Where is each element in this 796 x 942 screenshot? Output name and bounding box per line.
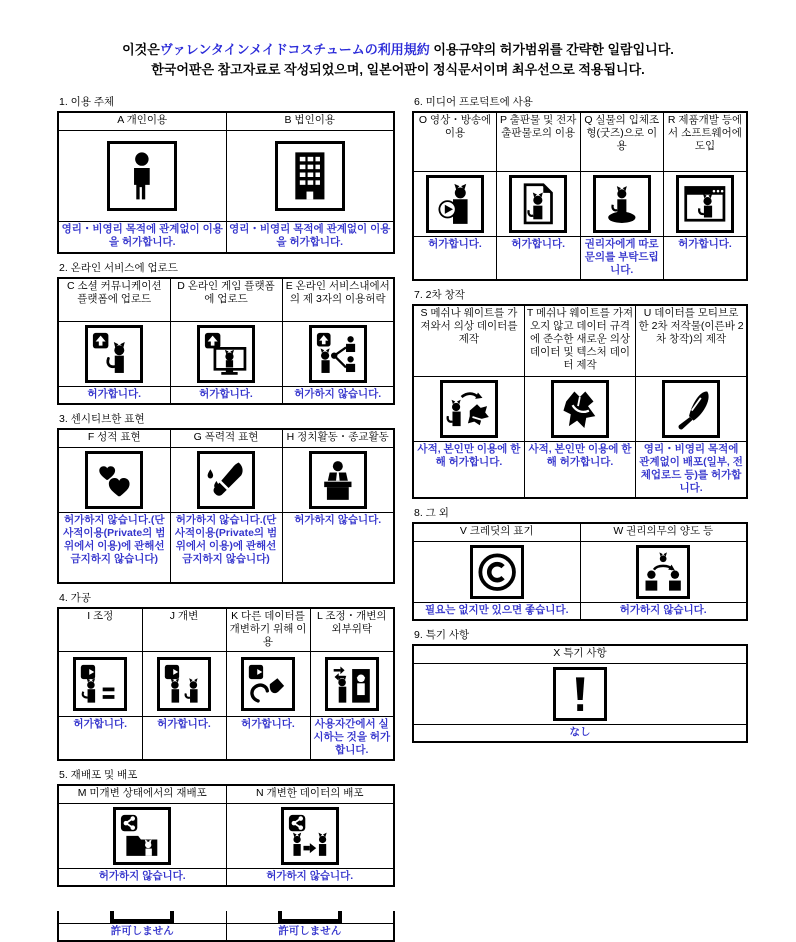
left-column <box>57 95 395 942</box>
section-9-label: 9. 특기 사항 <box>414 629 470 641</box>
result-a: 영리・비영리 목적에 관계없이 이용을 허가합니다. <box>58 222 226 254</box>
result-x: なし <box>413 725 747 743</box>
result-m: 허가하지 않습니다. <box>58 869 226 887</box>
icon-cell-v <box>413 542 580 603</box>
section-special-notes <box>412 628 748 743</box>
section-6-table <box>412 111 748 281</box>
exclamation-icon <box>553 667 607 721</box>
result-d: 허가합니다. <box>170 387 282 405</box>
title-suffix: 이용규약의 허가범위를 간략한 일람입니다. <box>429 42 674 57</box>
new-costume-icon <box>551 380 609 438</box>
result-v: 필요는 없지만 있으면 좋습니다. <box>413 603 580 621</box>
header-r: R 제품개발 등에서 소프트웨어에 도입 <box>664 112 748 172</box>
result-i: 허가합니다. <box>58 717 142 761</box>
result-e: 허가하지 않습니다. <box>282 387 394 405</box>
header-v: V 크레딧의 표기 <box>413 523 580 542</box>
section-4-label: 4. 가공 <box>59 592 91 604</box>
section-4-table <box>57 607 395 761</box>
software-icon <box>676 175 734 233</box>
icon-bottom-stub <box>278 911 342 923</box>
section-6-label: 6. 미디어 프로덕트에 사용 <box>414 96 533 108</box>
third-party-use-icon <box>309 325 367 383</box>
icon-cell-n <box>226 804 394 869</box>
result-n: 허가하지 않습니다. <box>226 869 394 887</box>
footer-fragment-table <box>57 911 395 942</box>
section-media-products <box>412 95 748 281</box>
title-line-1 <box>0 40 796 60</box>
header-f: F 성적 표현 <box>58 429 170 448</box>
icon-cell-g <box>170 448 282 513</box>
result-p: 허가합니다. <box>497 237 581 281</box>
header-p: P 출판물 및 전자출판물로의 이용 <box>497 112 581 172</box>
terms-link[interactable]: ヴァレンタインメイドコスチュームの利用規約 <box>159 42 430 57</box>
hearts-icon <box>85 451 143 509</box>
section-derivative-works <box>412 288 748 499</box>
icon-cell-f <box>58 448 170 513</box>
fragment-result-1: 許可しません <box>58 924 226 942</box>
section-8-label: 8. 그 외 <box>414 507 449 519</box>
adjust-icon <box>73 657 127 711</box>
knife-icon <box>197 451 255 509</box>
section-8-table <box>412 522 748 621</box>
icon-cell-a <box>58 131 226 222</box>
modify-icon <box>157 657 211 711</box>
upload-game-icon <box>197 325 255 383</box>
icon-bottom-stub <box>110 911 174 923</box>
section-7-label: 7. 2차 창작 <box>414 289 465 301</box>
icon-cell-u <box>636 377 747 442</box>
result-q: 권리자에게 따로 문의를 부탁드립니다. <box>580 237 664 281</box>
section-2-label: 2. 온라인 서비스에 업로드 <box>59 262 178 274</box>
icon-cell-r <box>664 172 748 237</box>
icon-cell-e <box>282 322 394 387</box>
video-icon <box>426 175 484 233</box>
section-redistribution <box>57 768 395 887</box>
outsource-icon <box>325 657 379 711</box>
header-w: W 권리의무의 양도 등 <box>580 523 747 542</box>
header-d: D 온라인 게임 플랫폼에 업로드 <box>170 278 282 322</box>
title-prefix: 이것은 <box>122 42 160 57</box>
result-s: 사적, 본인만 이용에 한해 허가합니다. <box>413 442 524 499</box>
section-9-table <box>412 644 748 743</box>
icon-cell-h <box>282 448 394 513</box>
icon-cell-i <box>58 652 142 717</box>
header-h: H 정치활동・종교활동 <box>282 429 394 448</box>
icon-cell-s <box>413 377 524 442</box>
building-icon <box>275 141 345 211</box>
section-3-table <box>57 428 395 584</box>
result-f: 허가하지 않습니다.(단 사적이용(Private의 범위에서 이용)에 관해선 금지하지 않습니다) <box>58 513 170 584</box>
header-u: U 데이터를 모티브로 한 2차 저작물(이른바 2차 창작)의 제작 <box>636 305 747 377</box>
icon-cell-l <box>310 652 394 717</box>
distribute-modified-icon <box>281 807 339 865</box>
result-t: 사적, 본인만 이용에 한해 허가합니다. <box>524 442 635 499</box>
icon-cell-x <box>413 664 747 725</box>
fragment-result-2: 許可しません <box>226 924 394 942</box>
header-e: E 온라인 서비스내에서의 제 3자의 이용허락 <box>282 278 394 322</box>
icon-cell-q <box>580 172 664 237</box>
header-x: X 특기 사항 <box>413 645 747 664</box>
fragment-icon-stub-cell <box>58 911 226 924</box>
icon-cell-k <box>226 652 310 717</box>
fragment-icon-stub-cell <box>226 911 394 924</box>
header-g: G 폭력적 표현 <box>170 429 282 448</box>
icon-cell-o <box>413 172 497 237</box>
header-m: M 미개변 상태에서의 재배포 <box>58 785 226 804</box>
goods-icon <box>593 175 651 233</box>
header-l: L 조정・개변의 외부위탁 <box>310 608 394 652</box>
result-h: 허가하지 않습니다. <box>282 513 394 584</box>
result-r: 허가합니다. <box>664 237 748 281</box>
section-usage-subject <box>57 95 395 254</box>
mesh-import-icon <box>440 380 498 438</box>
podium-icon <box>309 451 367 509</box>
header-k: K 다른 데이터를 개변하기 위해 이용 <box>226 608 310 652</box>
header-b: B 법인이용 <box>226 112 394 131</box>
section-others <box>412 506 748 621</box>
result-u: 영리・비영리 목적에 관계없이 배포(일부, 전체업로드 등)를 허가합니다. <box>636 442 747 499</box>
page-title <box>0 40 796 80</box>
header-s: S 메쉬나 웨이트를 가져와서 의상 데이터를 제작 <box>413 305 524 377</box>
icon-cell-p <box>497 172 581 237</box>
result-j: 허가합니다. <box>142 717 226 761</box>
copyright-icon <box>470 545 524 599</box>
icon-cell-d <box>170 322 282 387</box>
result-b: 영리・비영리 목적에 관계없이 이용을 허가합니다. <box>226 222 394 254</box>
section-5-label: 5. 재배포 및 배포 <box>59 769 138 781</box>
icon-cell-t <box>524 377 635 442</box>
section-sensitive-expression <box>57 412 395 584</box>
icon-cell-m <box>58 804 226 869</box>
header-i: I 조정 <box>58 608 142 652</box>
section-2-table <box>57 277 395 405</box>
result-w: 허가하지 않습니다. <box>580 603 747 621</box>
section-1-table <box>57 111 395 254</box>
title-line-2: 한국어판은 참고자료로 작성되었으며, 일본어판이 정식문서이며 최우선으로 적용됩니다. <box>151 62 645 77</box>
result-o: 허가합니다. <box>413 237 497 281</box>
section-5-table <box>57 784 395 887</box>
icon-cell-j <box>142 652 226 717</box>
result-l: 사용자간에서 실시하는 것을 허가합니다. <box>310 717 394 761</box>
result-g: 허가하지 않습니다.(단 사적이용(Private의 범위에서 이용)에 관해선 금지하지 않습니다) <box>170 513 282 584</box>
section-1-label: 1. 이용 주체 <box>59 96 115 108</box>
result-k: 허가합니다. <box>226 717 310 761</box>
use-for-other-data-icon <box>241 657 295 711</box>
header-c: C 소셜 커뮤니케이션 플랫폼에 업로드 <box>58 278 170 322</box>
publication-icon <box>509 175 567 233</box>
section-processing <box>57 591 395 761</box>
icon-cell-c <box>58 322 170 387</box>
icon-cell-w <box>580 542 747 603</box>
redistribute-icon <box>113 807 171 865</box>
header-a: A 개인이용 <box>58 112 226 131</box>
pen-icon <box>662 380 720 438</box>
section-7-table <box>412 304 748 499</box>
header-j: J 개변 <box>142 608 226 652</box>
transfer-icon <box>636 545 690 599</box>
icon-cell-b <box>226 131 394 222</box>
section-online-upload <box>57 261 395 405</box>
header-q: Q 실물의 입체조형(굿즈)으로 이용 <box>580 112 664 172</box>
header-n: N 개변한 데이터의 배포 <box>226 785 394 804</box>
right-column <box>412 95 748 750</box>
header-o: O 영상・방송에 이용 <box>413 112 497 172</box>
result-c: 허가합니다. <box>58 387 170 405</box>
upload-social-icon <box>85 325 143 383</box>
section-3-label: 3. 센시티브한 표현 <box>59 413 145 425</box>
header-t: T 메쉬나 웨이트를 가져오지 않고 데이터 규격에 준수한 새로운 의상 데이터 및 텍스처 데이터 제작 <box>524 305 635 377</box>
person-icon <box>107 141 177 211</box>
